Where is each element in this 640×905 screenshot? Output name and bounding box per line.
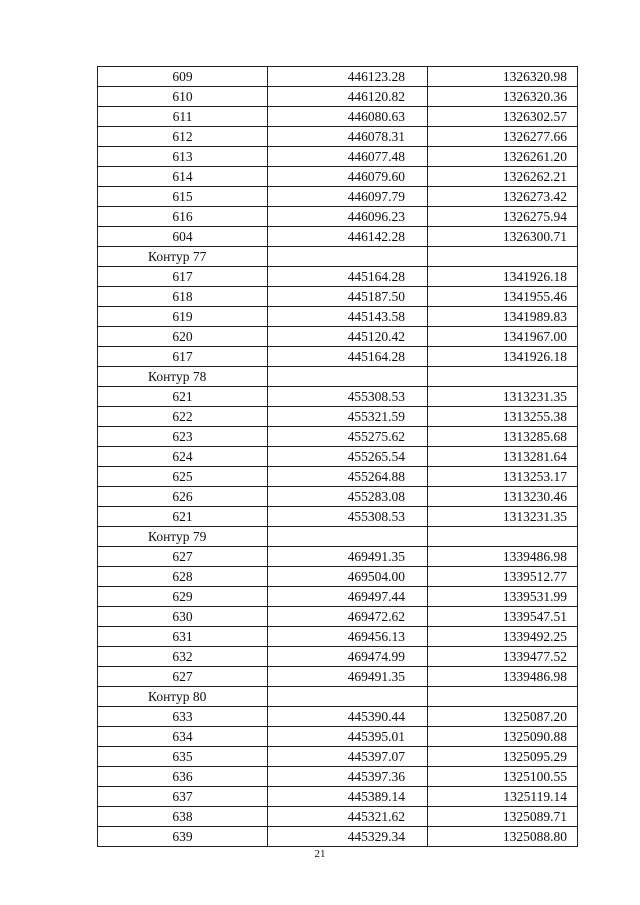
table-row <box>98 207 578 227</box>
table-row <box>98 167 578 187</box>
table-row <box>98 107 578 127</box>
point-number-cell: 629 <box>98 587 268 607</box>
table-row <box>98 327 578 347</box>
point-number-cell: 610 <box>98 87 268 107</box>
y-coordinate-cell: 1326261.20 <box>428 147 578 167</box>
x-coordinate-cell: 445389.14 <box>268 787 428 807</box>
table-row <box>98 607 578 627</box>
y-coordinate-cell: 1326273.42 <box>428 187 578 207</box>
point-number-cell: 621 <box>98 507 268 527</box>
x-coordinate-cell: 445164.28 <box>268 347 428 367</box>
y-coordinate-cell: 1313281.64 <box>428 447 578 467</box>
table-row <box>98 807 578 827</box>
y-coordinate-cell: 1341967.00 <box>428 327 578 347</box>
x-coordinate-cell: 455275.62 <box>268 427 428 447</box>
table-row <box>98 427 578 447</box>
empty-cell <box>428 247 578 267</box>
y-coordinate-cell: 1326300.71 <box>428 227 578 247</box>
point-number-cell: 612 <box>98 127 268 147</box>
point-number-cell: 621 <box>98 387 268 407</box>
point-number-cell: 638 <box>98 807 268 827</box>
table-row <box>98 667 578 687</box>
y-coordinate-cell: 1341926.18 <box>428 267 578 287</box>
point-number-cell: 626 <box>98 487 268 507</box>
point-number-cell: 628 <box>98 567 268 587</box>
table-row <box>98 727 578 747</box>
table-row <box>98 567 578 587</box>
table-row <box>98 747 578 767</box>
empty-cell <box>268 247 428 267</box>
y-coordinate-cell: 1339492.25 <box>428 627 578 647</box>
table-row <box>98 267 578 287</box>
contour-header-row <box>98 527 578 547</box>
x-coordinate-cell: 455265.54 <box>268 447 428 467</box>
table-row <box>98 547 578 567</box>
x-coordinate-cell: 446079.60 <box>268 167 428 187</box>
table-row <box>98 827 578 847</box>
table-row <box>98 787 578 807</box>
point-number-cell: 614 <box>98 167 268 187</box>
point-number-cell: 620 <box>98 327 268 347</box>
page-number: 21 <box>314 848 326 860</box>
y-coordinate-cell: 1325119.14 <box>428 787 578 807</box>
x-coordinate-cell: 469497.44 <box>268 587 428 607</box>
y-coordinate-cell: 1341955.46 <box>428 287 578 307</box>
point-number-cell: 633 <box>98 707 268 727</box>
x-coordinate-cell: 455308.53 <box>268 387 428 407</box>
table-row <box>98 487 578 507</box>
empty-cell <box>428 367 578 387</box>
y-coordinate-cell: 1325100.55 <box>428 767 578 787</box>
y-coordinate-cell: 1325089.71 <box>428 807 578 827</box>
table-row <box>98 67 578 87</box>
contour-label: Контур 78 <box>98 367 268 387</box>
point-number-cell: 627 <box>98 667 268 687</box>
y-coordinate-cell: 1313253.17 <box>428 467 578 487</box>
point-number-cell: 631 <box>98 627 268 647</box>
coordinates-table <box>97 66 578 847</box>
y-coordinate-cell: 1326320.98 <box>428 67 578 87</box>
y-coordinate-cell: 1341989.83 <box>428 307 578 327</box>
point-number-cell: 609 <box>98 67 268 87</box>
table-row <box>98 87 578 107</box>
x-coordinate-cell: 455321.59 <box>268 407 428 427</box>
x-coordinate-cell: 445329.34 <box>268 827 428 847</box>
table-row <box>98 587 578 607</box>
x-coordinate-cell: 455308.53 <box>268 507 428 527</box>
x-coordinate-cell: 446123.28 <box>268 67 428 87</box>
point-number-cell: 615 <box>98 187 268 207</box>
point-number-cell: 617 <box>98 267 268 287</box>
y-coordinate-cell: 1325088.80 <box>428 827 578 847</box>
x-coordinate-cell: 445164.28 <box>268 267 428 287</box>
point-number-cell: 639 <box>98 827 268 847</box>
y-coordinate-cell: 1339477.52 <box>428 647 578 667</box>
x-coordinate-cell: 446120.82 <box>268 87 428 107</box>
table-row <box>98 347 578 367</box>
point-number-cell: 623 <box>98 427 268 447</box>
contour-header-row <box>98 687 578 707</box>
y-coordinate-cell: 1339547.51 <box>428 607 578 627</box>
x-coordinate-cell: 469474.99 <box>268 647 428 667</box>
table-row <box>98 627 578 647</box>
contour-header-row <box>98 367 578 387</box>
coordinates-table-body <box>98 67 578 847</box>
table-row <box>98 227 578 247</box>
contour-label: Контур 80 <box>98 687 268 707</box>
y-coordinate-cell: 1339531.99 <box>428 587 578 607</box>
x-coordinate-cell: 446080.63 <box>268 107 428 127</box>
point-number-cell: 619 <box>98 307 268 327</box>
y-coordinate-cell: 1313231.35 <box>428 507 578 527</box>
x-coordinate-cell: 446077.48 <box>268 147 428 167</box>
point-number-cell: 624 <box>98 447 268 467</box>
table-row <box>98 447 578 467</box>
x-coordinate-cell: 469491.35 <box>268 547 428 567</box>
coordinates-sheet <box>97 66 577 847</box>
y-coordinate-cell: 1325087.20 <box>428 707 578 727</box>
empty-cell <box>428 527 578 547</box>
table-row <box>98 707 578 727</box>
point-number-cell: 634 <box>98 727 268 747</box>
table-row <box>98 307 578 327</box>
point-number-cell: 636 <box>98 767 268 787</box>
point-number-cell: 617 <box>98 347 268 367</box>
x-coordinate-cell: 469472.62 <box>268 607 428 627</box>
x-coordinate-cell: 445321.62 <box>268 807 428 827</box>
y-coordinate-cell: 1313231.35 <box>428 387 578 407</box>
point-number-cell: 616 <box>98 207 268 227</box>
point-number-cell: 625 <box>98 467 268 487</box>
table-row <box>98 467 578 487</box>
contour-label: Контур 77 <box>98 247 268 267</box>
point-number-cell: 627 <box>98 547 268 567</box>
x-coordinate-cell: 445395.01 <box>268 727 428 747</box>
table-row <box>98 507 578 527</box>
y-coordinate-cell: 1341926.18 <box>428 347 578 367</box>
x-coordinate-cell: 446097.79 <box>268 187 428 207</box>
x-coordinate-cell: 446142.28 <box>268 227 428 247</box>
empty-cell <box>268 367 428 387</box>
y-coordinate-cell: 1313230.46 <box>428 487 578 507</box>
x-coordinate-cell: 445143.58 <box>268 307 428 327</box>
y-coordinate-cell: 1339486.98 <box>428 667 578 687</box>
x-coordinate-cell: 445120.42 <box>268 327 428 347</box>
contour-header-row <box>98 247 578 267</box>
x-coordinate-cell: 469491.35 <box>268 667 428 687</box>
y-coordinate-cell: 1339512.77 <box>428 567 578 587</box>
y-coordinate-cell: 1326262.21 <box>428 167 578 187</box>
y-coordinate-cell: 1313255.38 <box>428 407 578 427</box>
point-number-cell: 630 <box>98 607 268 627</box>
point-number-cell: 611 <box>98 107 268 127</box>
x-coordinate-cell: 445397.07 <box>268 747 428 767</box>
point-number-cell: 635 <box>98 747 268 767</box>
y-coordinate-cell: 1326277.66 <box>428 127 578 147</box>
x-coordinate-cell: 445390.44 <box>268 707 428 727</box>
point-number-cell: 604 <box>98 227 268 247</box>
x-coordinate-cell: 445397.36 <box>268 767 428 787</box>
empty-cell <box>268 527 428 547</box>
point-number-cell: 622 <box>98 407 268 427</box>
table-row <box>98 287 578 307</box>
table-row <box>98 387 578 407</box>
y-coordinate-cell: 1325090.88 <box>428 727 578 747</box>
x-coordinate-cell: 469504.00 <box>268 567 428 587</box>
y-coordinate-cell: 1326302.57 <box>428 107 578 127</box>
x-coordinate-cell: 446096.23 <box>268 207 428 227</box>
x-coordinate-cell: 455264.88 <box>268 467 428 487</box>
point-number-cell: 618 <box>98 287 268 307</box>
x-coordinate-cell: 445187.50 <box>268 287 428 307</box>
y-coordinate-cell: 1339486.98 <box>428 547 578 567</box>
point-number-cell: 637 <box>98 787 268 807</box>
contour-label: Контур 79 <box>98 527 268 547</box>
point-number-cell: 632 <box>98 647 268 667</box>
y-coordinate-cell: 1313285.68 <box>428 427 578 447</box>
table-row <box>98 147 578 167</box>
y-coordinate-cell: 1326320.36 <box>428 87 578 107</box>
table-row <box>98 127 578 147</box>
x-coordinate-cell: 469456.13 <box>268 627 428 647</box>
point-number-cell: 613 <box>98 147 268 167</box>
table-row <box>98 407 578 427</box>
empty-cell <box>268 687 428 707</box>
y-coordinate-cell: 1325095.29 <box>428 747 578 767</box>
x-coordinate-cell: 446078.31 <box>268 127 428 147</box>
x-coordinate-cell: 455283.08 <box>268 487 428 507</box>
table-row <box>98 767 578 787</box>
y-coordinate-cell: 1326275.94 <box>428 207 578 227</box>
table-row <box>98 647 578 667</box>
empty-cell <box>428 687 578 707</box>
table-row <box>98 187 578 207</box>
